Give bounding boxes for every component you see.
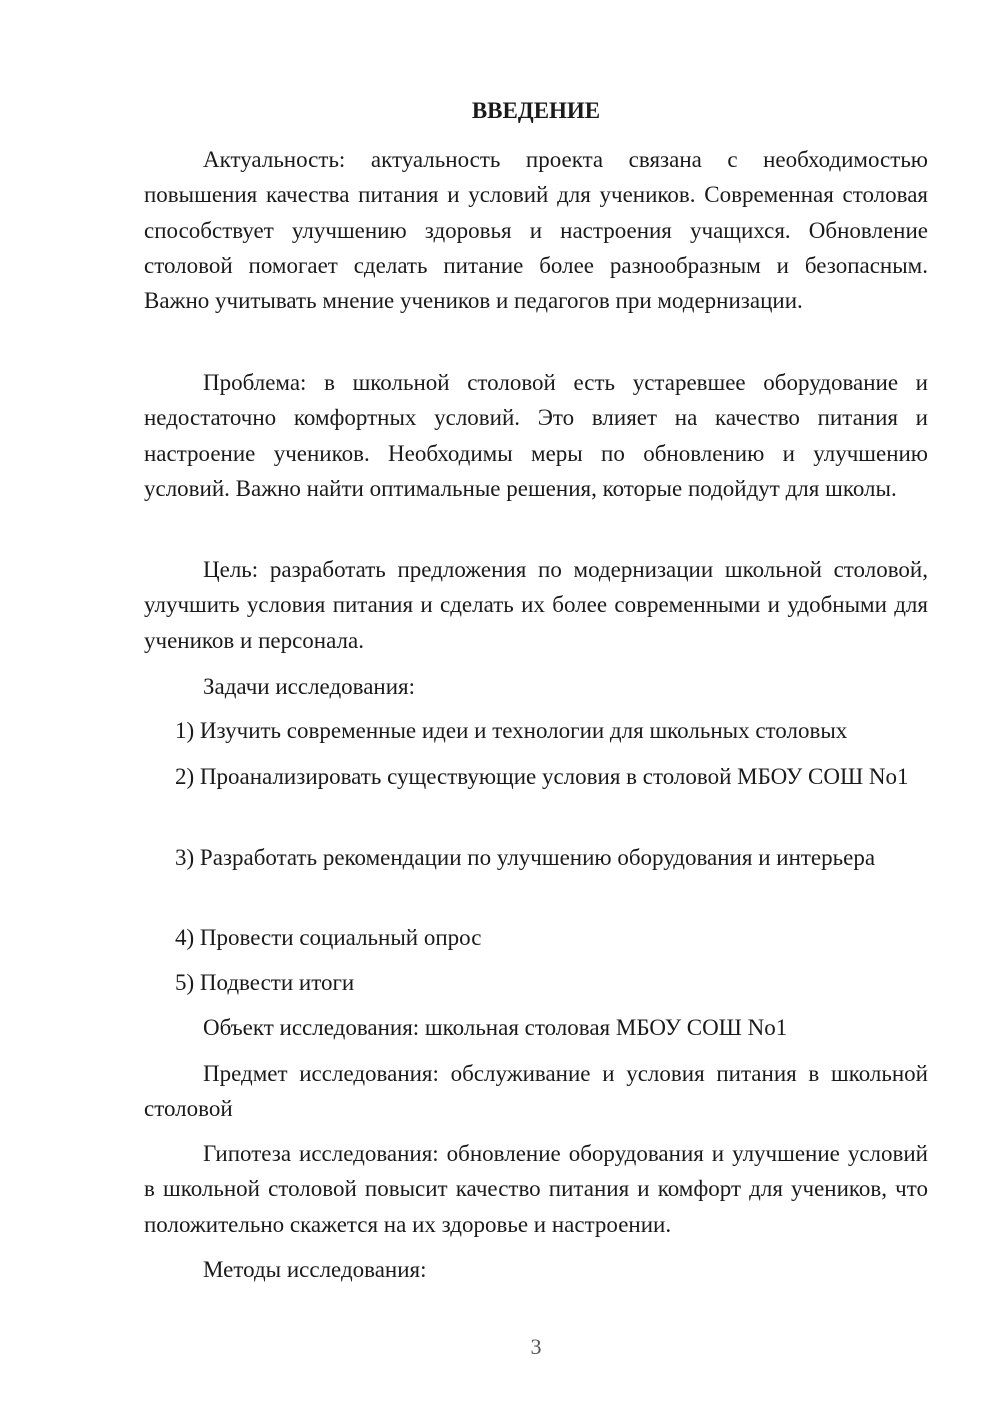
document-page <box>144 0 928 1414</box>
task-item-5: 5) Подвести итоги <box>175 970 355 995</box>
task-item-4: 4) Провести социальный опрос <box>175 925 482 950</box>
research-hypothesis: Гипотеза исследования: обновление оборудования и улучшение условий в школьной столовой повысит качество питания и комфорт для учеников, что положительно скажется на их здоровье и настроении. <box>144 1141 928 1237</box>
research-object: Объект исследования: школьная столовая МБОУ СОШ No1 <box>203 1015 788 1040</box>
page-number: 3 <box>530 1334 542 1359</box>
task-item-2: 2) Проанализировать существующие условия в столовой МБОУ СОШ No1 <box>175 764 909 789</box>
research-subject: Предмет исследования: обслуживание и условия питания в школьной столовой <box>144 1061 928 1122</box>
methods-heading: Методы исследования: <box>203 1257 427 1282</box>
goal-paragraph: Цель: разработать предложения по модернизации школьной столовой, улучшить условия питания и сделать их более современными и удобными для учеников и персонала. <box>144 557 928 653</box>
task-item-1: 1) Изучить современные идеи и технологии для школьных столовых <box>175 718 848 743</box>
tasks-heading: Задачи исследования: <box>203 674 416 699</box>
task-item-3: 3) Разработать рекомендации по улучшению оборудования и интерьера <box>175 845 876 870</box>
relevance-paragraph: Актуальность: актуальность проекта связана с необходимостью повышения качества питания и условий для учеников. Современная столовая способствует улучшению здоровья и настроения учащихся. Обновление столовой помогает сделать питание более разнообразным и безопасным. Важно учитывать мнение учеников и педагогов при модернизации. <box>144 147 928 314</box>
section-title: ВВЕДЕНИЕ <box>471 98 601 123</box>
problem-paragraph: Проблема: в школьной столовой есть устаревшее оборудование и недостаточно комфортных условий. Это влияет на качество питания и настроение учеников. Необходимы меры по обновлению и улучшению условий. Важно найти оптимальные решения, которые подойдут для школы. <box>144 370 928 501</box>
